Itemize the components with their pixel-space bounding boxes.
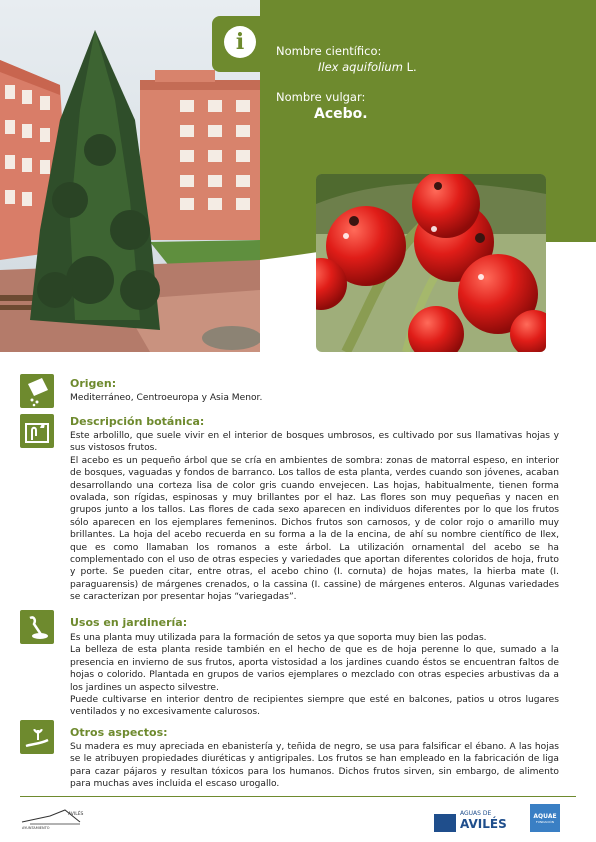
vulgar-name: Acebo. <box>314 106 368 122</box>
description-paragraph-1: Este arbolillo, que suele vivir en el interior de bosques umbrosos, es cultivado por sus llamativas hojas y sus vistosos frutos. <box>70 431 559 454</box>
origin-title: Origen: <box>70 377 117 390</box>
hand-sprout-icon <box>20 720 54 754</box>
other-text: Su madera es muy apreciada en ebanistería y, teñida de negro, se usa para falsificar el ébano. A las hojas se le atribuyen propiedades diuréticas y antigripales. Los frutos se han empleado en la fabricación de liga para cazar pájaros y resultan tóxicos para los humanos. Dichos frutos sirven, sin embargo, de alimento para muchas aves incluida el escaso urogallo. <box>70 742 559 790</box>
sci-name: Ilex aquifolium L. <box>318 60 417 74</box>
ayuntamiento-logo: AVILÉS AYUNTAMIENTO <box>22 812 84 830</box>
aguas-wave-icon <box>434 814 456 832</box>
footer-divider <box>20 796 576 797</box>
uses-paragraph-2: La belleza de esta planta reside también en el hecho de que es de hoja perenne lo que, sumado a la presencia en invierno de sus frutos, aporta vistosidad a los jardines cuando éstos se encuentran faltos de hojas o colorido. Plantada en grupos de varios ejemplares o mezclado con otras especies arbustivas da a los jardines un aspecto silvestre. <box>70 645 559 693</box>
trowel-icon <box>20 610 54 644</box>
uses-text <box>70 632 559 719</box>
hand-plant-icon <box>20 414 54 448</box>
origin-text: Mediterráneo, Centroeuropa y Asia Menor. <box>70 393 263 403</box>
berries-photo <box>316 174 546 352</box>
info-icon: i <box>224 26 256 58</box>
seed-bag-icon <box>20 374 54 408</box>
uses-title: Usos en jardinería: <box>70 616 188 629</box>
description-text <box>70 430 559 604</box>
aquae-logo: AQUAE FUNDACIÓN <box>530 804 560 832</box>
description-paragraph-2: El acebo es un pequeño árbol que se cría en ambientes de sombra: zonas de matorral espeso, en interior de bosques, vaguadas y fondos de barranco. Los tallos de esta planta, verdes cuando son jóvenes, acaban desarrollando una corteza lisa de color gris cuando envejecen. Las hojas, habitualmente, tienen forma ovalada, son rígidas, espinosas y muy brillantes por el haz. Las flores son muy pequeñas y nacen en grupos junto a los tallos. Las flores de cada sexo aparecen en individuos diferentes por lo que los frutos sólo aparecen en los ejemplares femeninos. Dichos frutos son carnosos, y de color rojo o amarillo muy brillantes. La hoja del acebo recuerda en su forma a la de la encina, de ahí su nombre científico de Ilex, que es como llamaban los romanos a este árbol. La utilización ornamental del acebo se ha complementado con el uso de otras especies y variedades que aportan diferentes coloridos de hoja, fruto y porte. Se pueden citar, entre otras, el acebo chino (I. cornuta) de hojas mates, la hierba mate (I. paraguarensis) de márgenes crenados, o la cassina (I. cassine) de márgenes enteros. Algunas variedades se caracterizan por presentar hojas “variegadas”. <box>70 455 559 603</box>
vulgar-name-label: Nombre vulgar: <box>276 90 366 104</box>
other-title: Otros aspectos: <box>70 726 168 739</box>
uses-paragraph-1: Es una planta muy utilizada para la formación de setos ya que soporta muy bien las podas. <box>70 633 487 643</box>
sci-name-label: Nombre científico: <box>276 44 382 58</box>
description-title: Descripción botánica: <box>70 415 205 428</box>
uses-paragraph-3: Puede cultivarse en interior dentro de recipientes siempre que esté en balcones, patios u otros lugares ventilados y no excesivamente calurosos. <box>70 695 559 718</box>
aguas-de-aviles-logo: AGUAS DE AVILÉS <box>434 810 520 834</box>
